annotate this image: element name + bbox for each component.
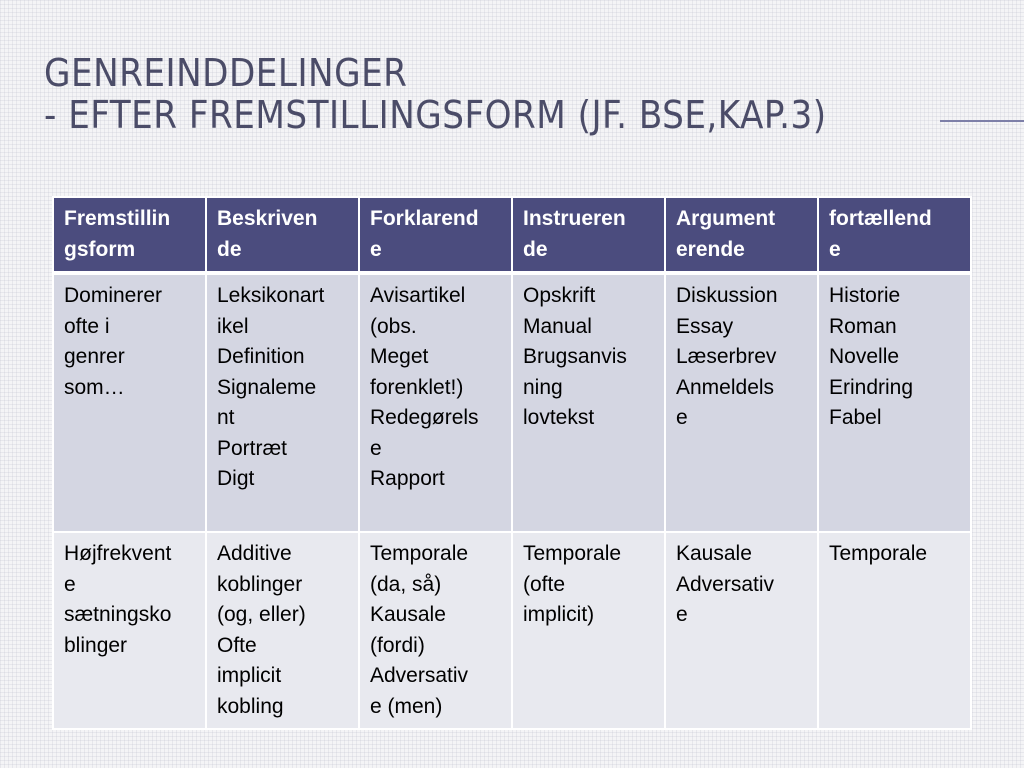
- table-cell: Diskussion Essay Læserbrev Anmeldels e: [665, 273, 818, 532]
- table-cell: Leksikonart ikel Definition Signaleme nt Portræt Digt: [206, 273, 359, 532]
- title-divider: [940, 120, 1024, 122]
- header-cell-argumenterende: Argument erende: [665, 197, 818, 273]
- header-cell-forklarende: Forklarend e: [359, 197, 512, 273]
- table-cell: Historie Roman Novelle Erindring Fabel: [818, 273, 971, 532]
- table-cell: Højfrekvent e sætningsko blinger: [53, 532, 206, 729]
- header-row: [53, 197, 971, 273]
- table-cell: Dominerer ofte i genrer som…: [53, 273, 206, 532]
- header-cell-fortaellende: fortællend e: [818, 197, 971, 273]
- slide-title: [44, 52, 827, 136]
- table-cell: Opskrift Manual Brugsanvis ning lovtekst: [512, 273, 665, 532]
- table-cell: Temporale (ofte implicit): [512, 532, 665, 729]
- table-row: [53, 273, 971, 532]
- header-cell-beskrivende: Beskriven de: [206, 197, 359, 273]
- table-row: [53, 532, 971, 729]
- title-line-2: - EFTER FREMSTILLINGSFORM (JF. BSE,KAP.3): [44, 93, 827, 137]
- table-cell: Temporale (da, så) Kausale (fordi) Adversativ e (men): [359, 532, 512, 729]
- title-line-1: GENREINDDELINGER: [44, 51, 408, 95]
- header-cell-instruerende: Instrueren de: [512, 197, 665, 273]
- table-cell: Temporale: [818, 532, 971, 729]
- table-cell: Additive koblinger (og, eller) Ofte implicit kobling: [206, 532, 359, 729]
- header-cell-fremstillingsform: Fremstillin gsform: [53, 197, 206, 273]
- table-cell: Avisartikel (obs. Meget forenklet!) Redegørels e Rapport: [359, 273, 512, 532]
- genre-table: [52, 196, 972, 730]
- table-cell: Kausale Adversativ e: [665, 532, 818, 729]
